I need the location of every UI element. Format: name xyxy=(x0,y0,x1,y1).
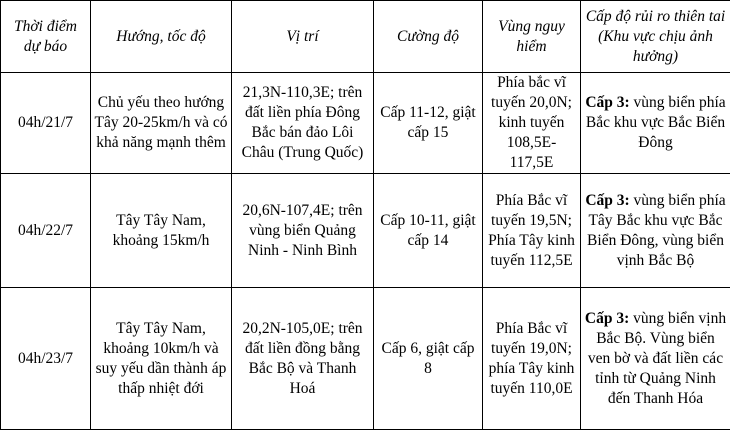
cell-direction-speed: Tây Tây Nam, khoảng 15km/h xyxy=(91,174,232,288)
cell-time: 04h/22/7 xyxy=(1,174,91,288)
cell-direction-speed: Chủ yếu theo hướng Tây 20-25km/h và có khả năng mạnh thêm xyxy=(91,73,232,174)
header-time: Thời điểm dự báo xyxy=(1,1,91,73)
header-position: Vị trí xyxy=(232,1,374,73)
risk-level-label: Cấp 3: xyxy=(585,192,629,209)
cell-risk xyxy=(581,73,730,174)
header-risk-level: Cấp độ rủi ro thiên tai (Khu vực chịu ảnh hưởng) xyxy=(581,1,730,73)
table-row xyxy=(1,174,730,288)
header-row xyxy=(1,1,730,73)
cell-danger-zone: Phía bắc vĩ tuyến 20,0N; kinh tuyến 108,5E-117,5E xyxy=(483,73,581,174)
cell-direction-speed: Tây Tây Nam, khoảng 10km/h và suy yếu dần thành áp thấp nhiệt đới xyxy=(91,288,232,430)
cell-danger-zone: Phía Bắc vĩ tuyến 19,0N; phía Tây kinh tuyến 110,0E xyxy=(483,288,581,430)
cell-intensity: Cấp 10-11, giật cấp 14 xyxy=(374,174,483,288)
header-danger-zone: Vùng nguy hiểm xyxy=(483,1,581,73)
cell-risk xyxy=(581,288,730,430)
cell-danger-zone: Phía Bắc vĩ tuyến 19,5N; Phía Tây kinh tuyến 112,5E xyxy=(483,174,581,288)
cell-position: 20,2N-105,0E; trên đất liền đồng bằng Bắc Bộ và Thanh Hoá xyxy=(232,288,374,430)
header-direction-speed: Hướng, tốc độ xyxy=(91,1,232,73)
header-intensity: Cường độ xyxy=(374,1,483,73)
cell-intensity: Cấp 11-12, giật cấp 15 xyxy=(374,73,483,174)
risk-area-text: vùng biển vịnh Bắc Bộ. Vùng biển ven bờ và đất liền các tỉnh từ Quảng Ninh đến Thanh Hóa xyxy=(588,310,726,407)
risk-level-label: Cấp 3: xyxy=(585,310,629,327)
table-row xyxy=(1,288,730,430)
cell-intensity: Cấp 6, giật cấp 8 xyxy=(374,288,483,430)
cell-time: 04h/23/7 xyxy=(1,288,91,430)
risk-area-text: vùng biển phía Tây Bắc khu vực Bắc Biển Đông, vùng biển vịnh Bắc Bộ xyxy=(587,192,726,269)
risk-level-label: Cấp 3: xyxy=(585,94,629,111)
cell-position: 20,6N-107,4E; trên vùng biển Quảng Ninh - Ninh Bình xyxy=(232,174,374,288)
cell-position: 21,3N-110,3E; trên đất liền phía Đông Bắc bán đảo Lôi Châu (Trung Quốc) xyxy=(232,73,374,174)
table-row xyxy=(1,73,730,174)
cell-risk xyxy=(581,174,730,288)
risk-area-text: vùng biển phía Bắc khu vực Bắc Biển Đông xyxy=(586,94,726,151)
cell-time: 04h/21/7 xyxy=(1,73,91,174)
